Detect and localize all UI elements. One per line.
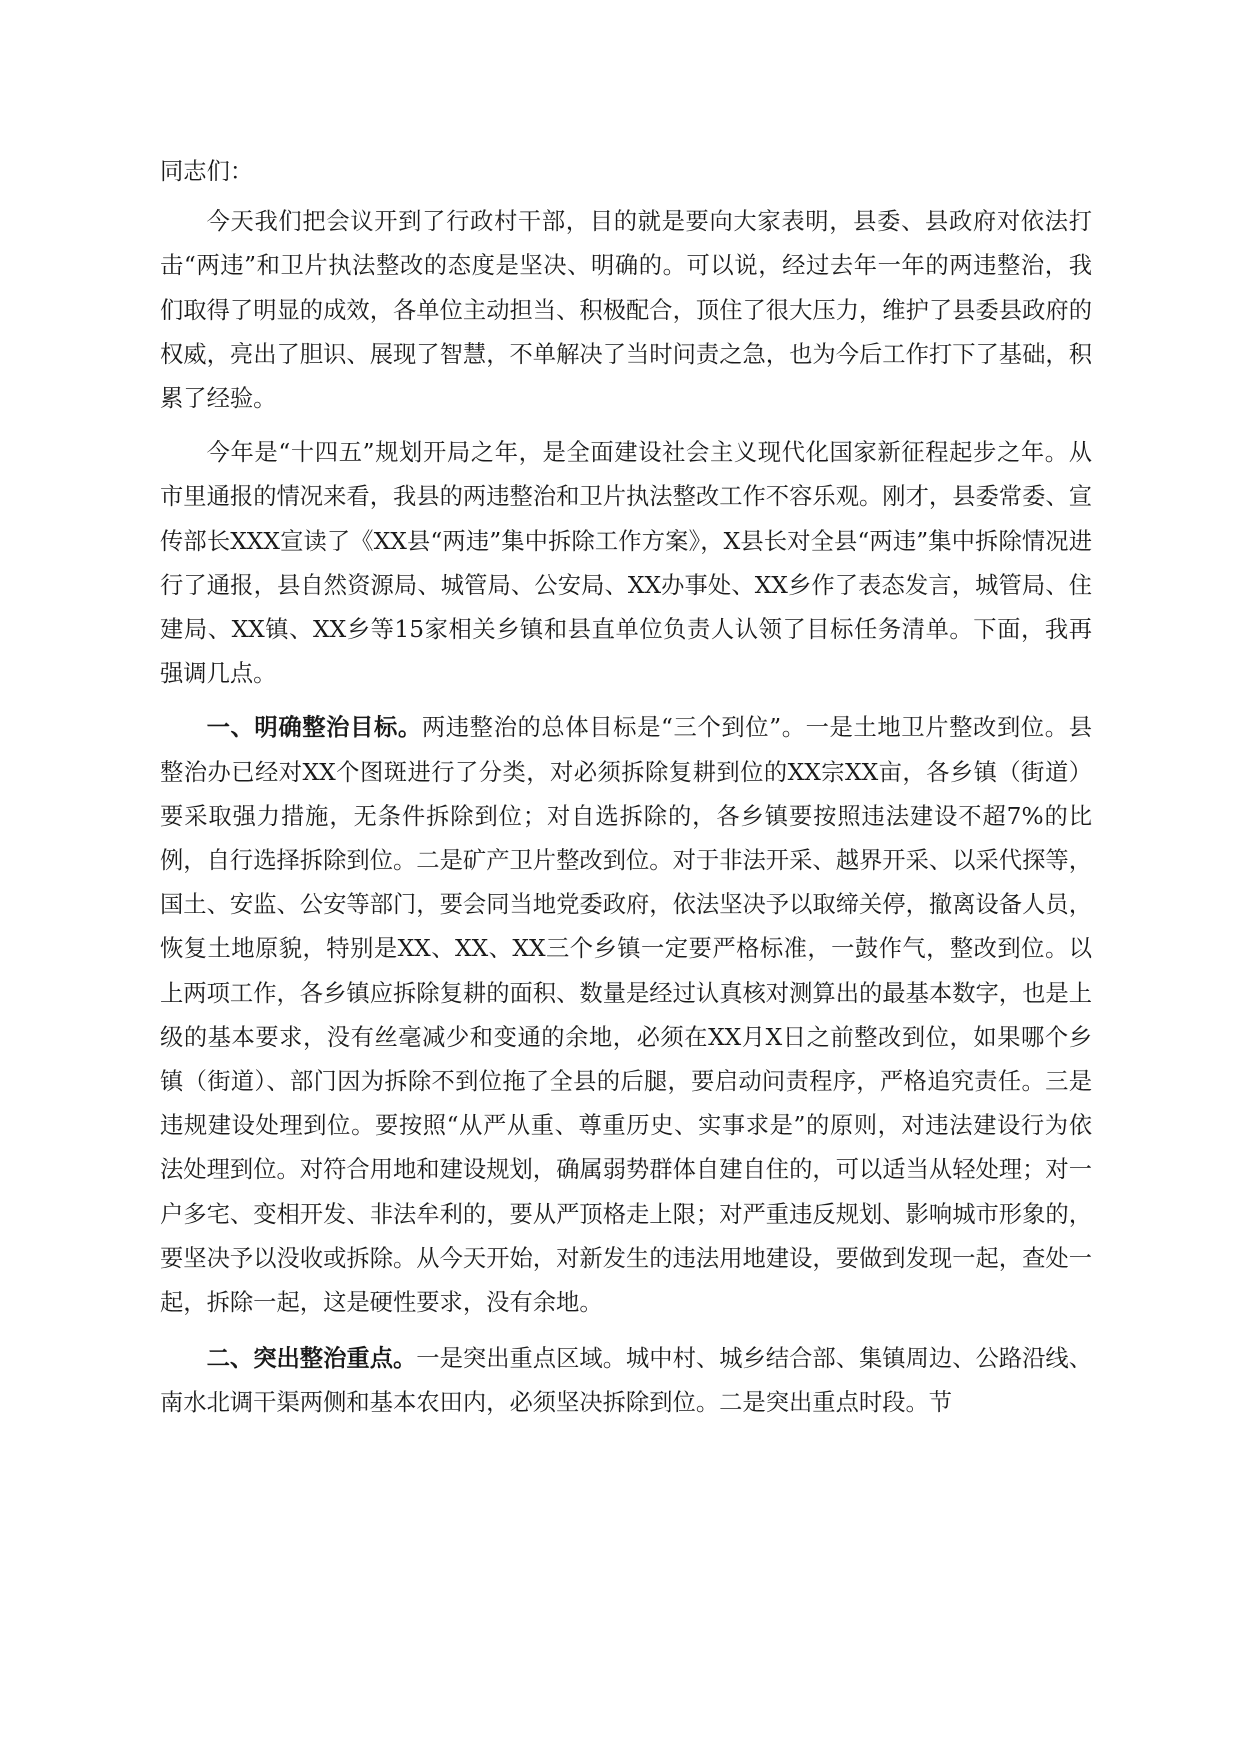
paragraph-text: 今年是“十四五”规划开局之年，是全面建设社会主义现代化国家新征程起步之年。从市里通报的情况来看，我县的两违整治和卫片执法整改工作不容乐观。刚才，县委常委、宣传部长XXX宣读了《XX县“两违”集中拆除工作方案》，X县长对全县“两违”集中拆除情况进行了通报，县自然资源局、城管局、公安局、XX办事处、XX乡作了表态发言，城管局、住建局、XX镇、XX乡等15家相关乡镇和县直单位负责人认领了目标任务清单。下面，我再强调几点。 xyxy=(160,439,1092,688)
paragraph-text: 两违整治的总体目标是“三个到位”。一是土地卫片整改到位。县整治办已经对XX个图斑进行了分类，对必须拆除复耕到位的XX宗XX亩，各乡镇（街道）要采取强力措施，无条件拆除到位；对自选拆除的，各乡镇要按照违法建设不超7%的比例，自行选择拆除到位。二是矿产卫片整改到位。对于非法开采、越界开采、以采代探等，国土、安监、公安等部门，要会同当地党委政府，依法坚决予以取缔关停，撤离设备人员，恢复土地原貌，特别是XX、XX、XX三个乡镇一定要严格标准，一鼓作气，整改到位。以上两项工作，各乡镇应拆除复耕的面积、数量是经过认真核对测算出的最基本数字，也是上级的基本要求，没有丝毫减少和变通的余地，必须在XX月X日之前整改到位，如果哪个乡镇（街道）、部门因为拆除不到位拖了全县的后腿，要启动问责程序，严格追究责任。三是违规建设处理到位。要按照“从严从重、尊重历史、实事求是”的原则，对违法建设行为依法处理到位。对符合用地和建设规划，确属弱势群体自建自住的，可以适当从轻处理；对一户多宅、变相开发、非法牟利的，要从严顶格走上限；对严重违反规划、影响城市形象的，要坚决予以没收或拆除。从今天开始，对新发生的违法用地建设，要做到发现一起，查处一起，拆除一起，这是硬性要求，没有余地。 xyxy=(160,714,1093,1317)
paragraph-situation xyxy=(160,431,1092,696)
paragraph-opening xyxy=(160,200,1092,421)
paragraph-text: 今天我们把会议开到了行政村干部，目的就是要向大家表明，县委、县政府对依法打击“两违”和卫片执法整改的态度是坚决、明确的。可以说，经过去年一年的两违整治，我们取得了明显的成效，各单位主动担当、积极配合，顶住了很大压力，维护了县委县政府的权威，亮出了胆识、展现了智慧，不单解决了当时问责之急，也为今后工作打下了基础，积累了经验。 xyxy=(160,208,1092,413)
paragraph-section-1 xyxy=(160,706,1092,1325)
section-heading: 一、明确整治目标。 xyxy=(206,714,422,742)
paragraph-section-2 xyxy=(160,1337,1092,1425)
paragraph-text: 一是突出重点区域。城中村、城乡结合部、集镇周边、公路沿线、南水北调干渠两侧和基本农田内，必须坚决拆除到位。二是突出重点时段。节 xyxy=(160,1345,1092,1417)
greeting: 同志们： xyxy=(160,158,254,185)
section-heading: 二、突出整治重点。 xyxy=(206,1345,417,1373)
document-body xyxy=(160,150,1092,1432)
